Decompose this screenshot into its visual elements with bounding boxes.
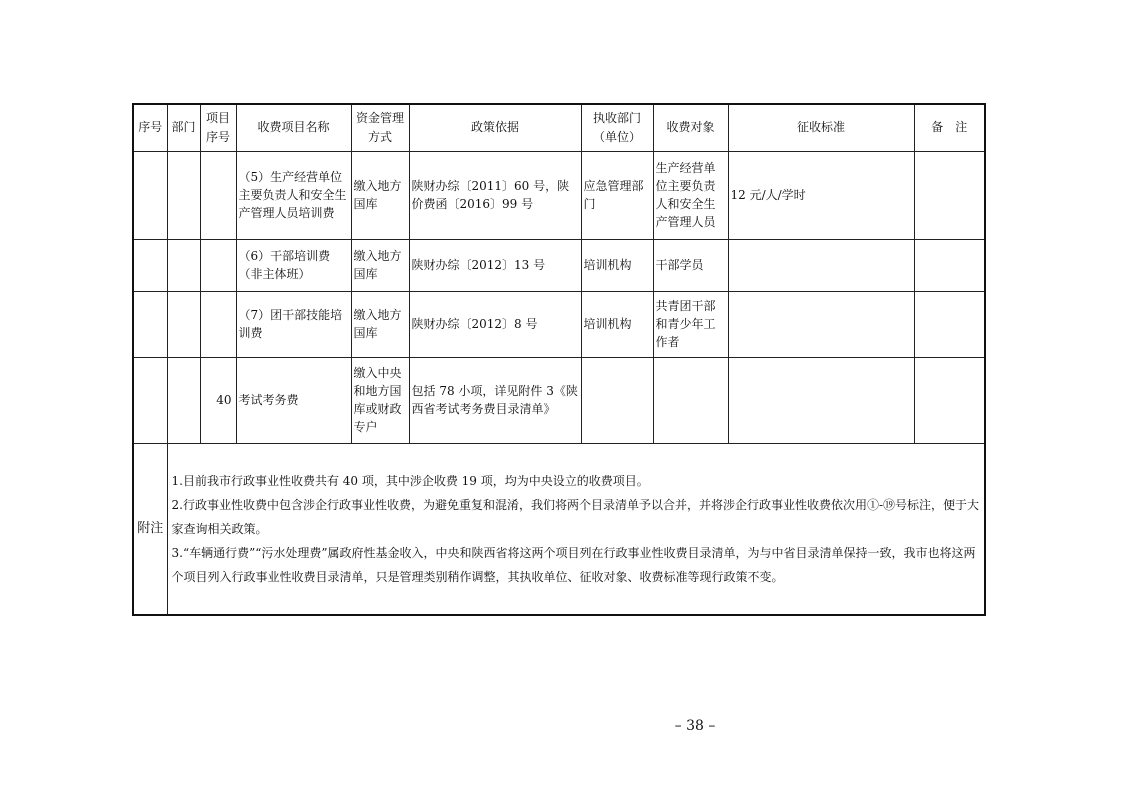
notes-content — [167, 443, 985, 615]
cell-policy: 包括 78 小项，详见附件 3《陕西省考试考务费目录清单》 — [409, 357, 581, 443]
cell-fund-mgmt: 缴入地方国库 — [351, 151, 409, 239]
header-seq: 序号 — [133, 104, 167, 151]
fee-catalog-table — [132, 103, 986, 616]
cell-dept — [167, 239, 200, 291]
header-policy: 政策依据 — [409, 104, 581, 151]
cell-standard — [728, 357, 914, 443]
notes-row — [133, 443, 985, 615]
cell-policy: 陕财办综〔2012〕13 号 — [409, 239, 581, 291]
header-remark: 备 注 — [914, 104, 985, 151]
page-number: – 38 – — [674, 718, 716, 734]
notes-label: 附注 — [133, 443, 167, 615]
note-line-1: 1.目前我市行政事业性收费共有 40 项，其中涉企收费 19 项，均为中央设立的收费项目。 — [171, 473, 649, 488]
header-collector: 执收部门 （单位） — [581, 104, 653, 151]
cell-collector: 应急管理部门 — [581, 151, 653, 239]
cell-dept — [167, 357, 200, 443]
cell-target: 干部学员 — [653, 239, 728, 291]
table-row — [133, 239, 985, 291]
table-row — [133, 357, 985, 443]
cell-dept — [167, 291, 200, 357]
cell-remark — [914, 291, 985, 357]
cell-standard: 12 元/人/学时 — [728, 151, 914, 239]
table-row — [133, 151, 985, 239]
cell-target: 共青团干部和青少年工作者 — [653, 291, 728, 357]
cell-seq — [133, 239, 167, 291]
table-header-row — [133, 104, 985, 151]
cell-seq — [133, 291, 167, 357]
cell-fund-mgmt: 缴入地方国库 — [351, 239, 409, 291]
cell-seq — [133, 151, 167, 239]
cell-fund-mgmt: 缴入中央和地方国库或财政专户 — [351, 357, 409, 443]
header-standard: 征收标准 — [728, 104, 914, 151]
table-row — [133, 291, 985, 357]
cell-remark — [914, 239, 985, 291]
cell-item-name: （5）生产经营单位主要负责人和安全生产管理人员培训费 — [236, 151, 351, 239]
header-target: 收费对象 — [653, 104, 728, 151]
cell-fund-mgmt: 缴入地方国库 — [351, 291, 409, 357]
cell-item-no — [200, 151, 236, 239]
cell-target: 生产经营单位主要负责人和安全生产管理人员 — [653, 151, 728, 239]
cell-collector: 培训机构 — [581, 239, 653, 291]
cell-item-name: 考试考务费 — [236, 357, 351, 443]
cell-policy: 陕财办综〔2011〕60 号，陕价费函〔2016〕99 号 — [409, 151, 581, 239]
cell-remark — [914, 151, 985, 239]
cell-policy: 陕财办综〔2012〕8 号 — [409, 291, 581, 357]
note-line-3: 3.“车辆通行费”“污水处理费”属政府性基金收入，中央和陕西省将这两个项目列在行政事业性收费目录清单，为与中省目录清单保持一致，我市也将这两个项目列入行政事业性收费目录清单，只是管理类别稍作调整，其执收单位、征收对象、收费标准等现行政策不变。 — [171, 545, 976, 584]
cell-target — [653, 357, 728, 443]
cell-item-name: （7）团干部技能培训费 — [236, 291, 351, 357]
cell-collector: 培训机构 — [581, 291, 653, 357]
cell-item-name: （6）干部培训费（非主体班） — [236, 239, 351, 291]
cell-standard — [728, 291, 914, 357]
cell-item-no — [200, 291, 236, 357]
note-line-2: 2.行政事业性收费中包含涉企行政事业性收费，为避免重复和混淆，我们将两个目录清单予以合并，并将涉企行政事业性收费依次用①-⑲号标注，便于大家查询相关政策。 — [171, 497, 980, 536]
header-item-name: 收费项目名称 — [236, 104, 351, 151]
cell-seq — [133, 357, 167, 443]
header-dept: 部门 — [167, 104, 200, 151]
cell-item-no: 40 — [200, 357, 236, 443]
cell-remark — [914, 357, 985, 443]
cell-collector — [581, 357, 653, 443]
cell-item-no — [200, 239, 236, 291]
header-item-no: 项目 序号 — [200, 104, 236, 151]
cell-standard — [728, 239, 914, 291]
cell-dept — [167, 151, 200, 239]
header-fund-mgmt: 资金管理 方式 — [351, 104, 409, 151]
